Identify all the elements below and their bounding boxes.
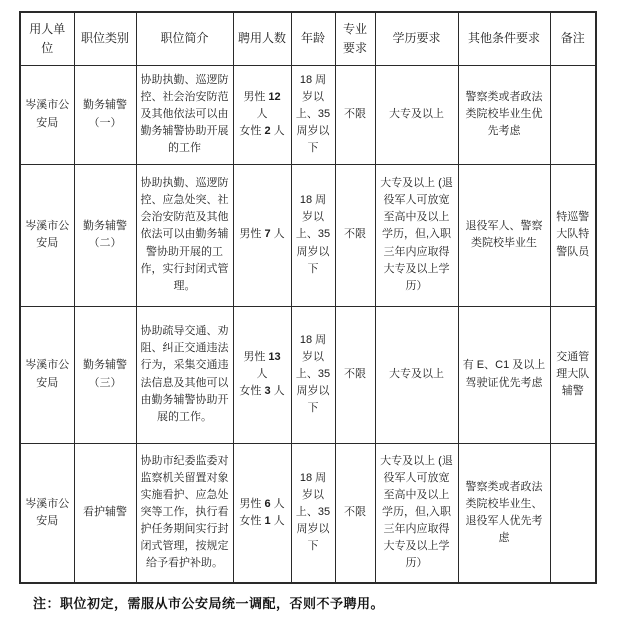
table-header-row [20,12,596,65]
cell-age: 18 周岁以上、35 周岁以下 [291,443,335,583]
cell-category: 勤务辅警（一） [74,65,136,164]
column-header-employer: 用人单位 [20,12,74,65]
table-body [20,65,596,583]
cell-category: 看护辅警 [74,443,136,583]
cell-headcount: 男性 12 人 女性 2 人 [233,65,291,164]
column-header-description: 职位简介 [136,12,233,65]
cell-other: 警察类或者政法类院校毕业生优先考虑 [458,65,550,164]
footer-note: 注：职位初定，需服从市公安局统一调配，否则不予聘用。 [33,596,385,611]
cell-education: 大专及以上 [375,306,458,443]
cell-education: 大专及以上 (退役军人可放宽至高中及以上学历，但,入职三年内应取得大专及以上学历） [375,443,458,583]
column-header-remark: 备注 [550,12,596,65]
cell-employer: 岑溪市公安局 [20,443,74,583]
cell-category: 勤务辅警（二） [74,164,136,306]
column-header-headcount: 聘用人数 [233,12,291,65]
cell-other: 退役军人、警察类院校毕业生 [458,164,550,306]
cell-employer: 岑溪市公安局 [20,65,74,164]
cell-description: 协助执勤、巡逻防控、社会治安防范及其他依法可以由勤务辅警协助开展的工作 [136,65,233,164]
column-header-education: 学历要求 [375,12,458,65]
column-header-major: 专业要求 [335,12,375,65]
cell-category: 勤务辅警（三） [74,306,136,443]
table-row [20,65,596,164]
cell-major: 不限 [335,164,375,306]
cell-major: 不限 [335,65,375,164]
cell-headcount: 男性 6 人 女性 1 人 [233,443,291,583]
cell-age: 18 周岁以上、35 周岁以下 [291,164,335,306]
cell-remark: 特巡警大队特警队员 [550,164,596,306]
table-row [20,306,596,443]
cell-remark [550,443,596,583]
cell-age: 18 周岁以上、35 周岁以下 [291,65,335,164]
column-header-category: 职位类别 [74,12,136,65]
cell-education: 大专及以上 (退役军人可放宽至高中及以上学历，但,入职三年内应取得大专及以上学历） [375,164,458,306]
recruitment-table [19,11,597,584]
column-header-age: 年龄 [291,12,335,65]
cell-description: 协助疏导交通、劝阻、纠正交通违法行为，采集交通违法信息及其他可以由勤务辅警协助开展的工作。 [136,306,233,443]
cell-employer: 岑溪市公安局 [20,164,74,306]
cell-major: 不限 [335,306,375,443]
cell-major: 不限 [335,443,375,583]
table-row [20,164,596,306]
cell-age: 18 周岁以上、35 周岁以下 [291,306,335,443]
cell-other: 警察类或者政法类院校毕业生、退役军人优先考虑 [458,443,550,583]
cell-remark: 交通管理大队辅警 [550,306,596,443]
cell-description: 协助执勤、巡逻防控、应急处突、社会治安防范及其他依法可以由勤务辅警协助开展的工作，实行封闭式管理。 [136,164,233,306]
cell-other: 有 E、C1 及以上驾驶证优先考虑 [458,306,550,443]
cell-description: 协助市纪委监委对监察机关留置对象实施看护、应急处突等工作，执行看护任务期间实行封闭式管理，按规定给予看护补助。 [136,443,233,583]
cell-headcount: 男性 7 人 [233,164,291,306]
cell-headcount: 男性 13 人 女性 3 人 [233,306,291,443]
cell-remark [550,65,596,164]
column-header-other: 其他条件要求 [458,12,550,65]
table-row [20,443,596,583]
cell-employer: 岑溪市公安局 [20,306,74,443]
cell-education: 大专及以上 [375,65,458,164]
